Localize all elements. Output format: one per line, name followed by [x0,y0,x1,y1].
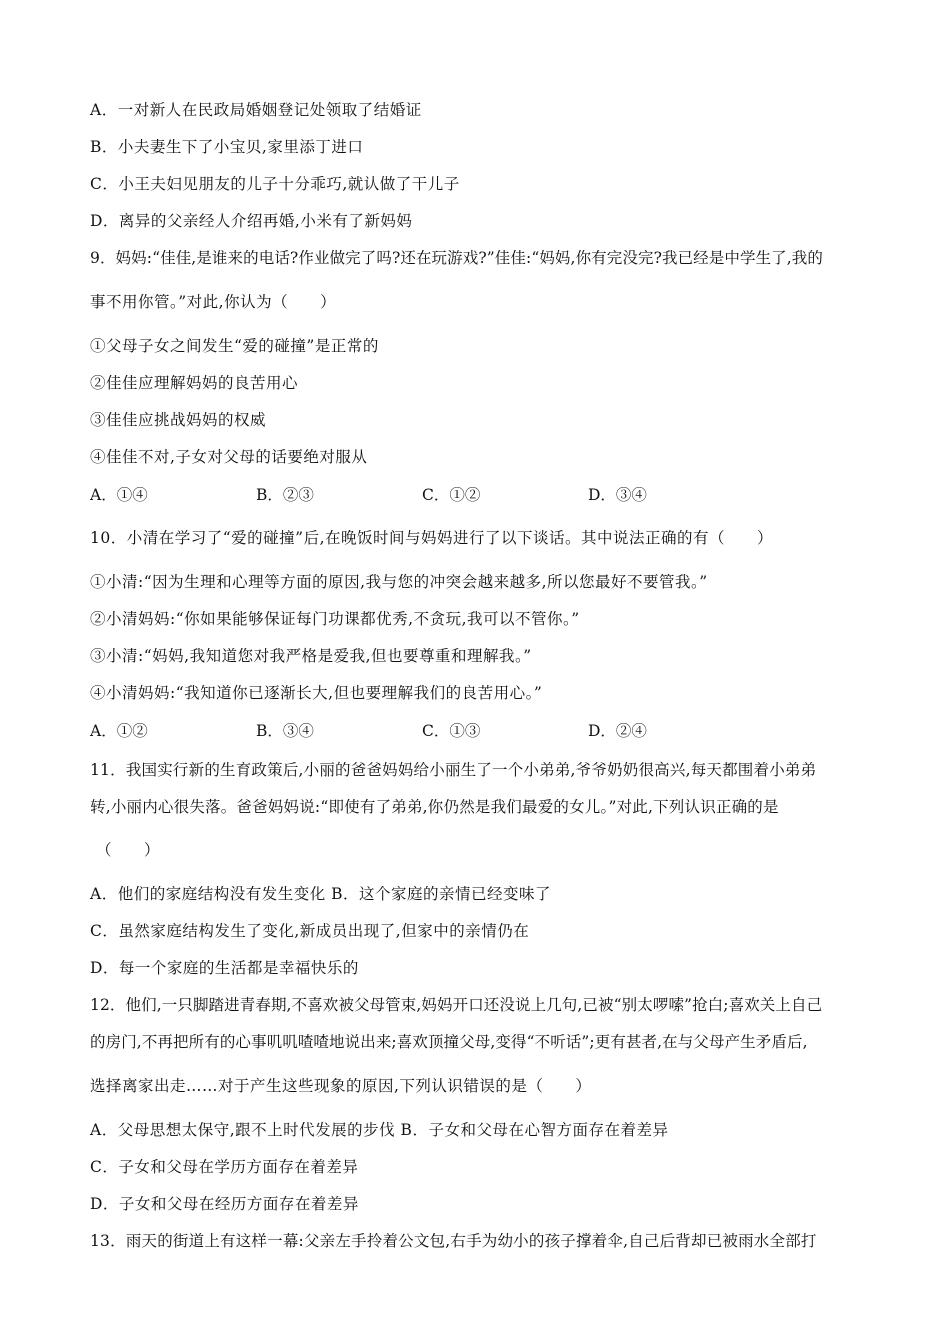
q8-option-c: C．小王夫妇见朋友的儿子十分乖巧,就认做了干儿子 [90,175,460,193]
q12-stem-line3: 选择离家出走……对于产生这些现象的原因,下列认识错误的是（ ） [90,1077,592,1095]
q9-item-1: ①父母子女之间发生“爱的碰撞”是正常的 [90,337,379,355]
q9-item-2: ②佳佳应理解妈妈的良苦用心 [90,374,299,392]
q9-item-4: ④佳佳不对,子女对父母的话要绝对服从 [90,448,368,466]
q12-option-c: C．子女和父母在学历方面存在着差异 [90,1158,359,1176]
q9-choice-d: D．③④ [588,486,647,504]
q10-item-2: ②小清妈妈:“你如果能够保证每门功课都优秀,不贪玩,我可以不管你。” [90,610,580,628]
q9-stem-line2: 事不用你管。”对此,你认为（ ） [90,293,337,311]
q12-stem-line1: 12．他们,一只脚踏进青春期,不喜欢被父母管束,妈妈开口还没说上几句,已被“别太啰嗦”抢白;喜欢关上自己 [90,996,823,1014]
q10-stem: 10．小清在学习了“爱的碰撞”后,在晚饭时间与妈妈进行了以下谈话。其中说法正确的有（ ） [90,529,774,547]
q9-choice-a: A．①④ [90,486,148,504]
q12-option-ab: A．父母思想太保守,跟不上时代发展的步伐 B．子女和父母在心智方面存在着差异 [90,1121,669,1139]
q10-choice-a: A．①② [90,722,148,740]
q10-choice-b: B．③④ [256,722,314,740]
q10-choice-d: D．②④ [588,722,647,740]
q8-option-b: B．小夫妻生下了小宝贝,家里添丁进口 [90,138,364,156]
q10-item-3: ③小清:“妈妈,我知道您对我严格是爱我,但也要尊重和理解我。” [90,647,532,665]
q9-stem-line1: 9．妈妈:“佳佳,是谁来的电话?作业做完了吗?还在玩游戏?”佳佳:“妈妈,你有完没完?我已经是中学生了,我的 [90,249,824,267]
q11-stem-line1: 11．我国实行新的生育政策后,小丽的爸爸妈妈给小丽生了一个小弟弟,爷爷奶奶很高兴,每天都围着小弟弟 [90,761,817,779]
q8-option-d: D．离异的父亲经人介绍再婚,小米有了新妈妈 [90,212,413,230]
q8-option-a: A．一对新人在民政局婚姻登记处领取了结婚证 [90,101,422,119]
q10-item-1: ①小清:“因为生理和心理等方面的原因,我与您的冲突会越来越多,所以您最好不要管我。” [90,573,708,591]
q13-stem-line1: 13．雨天的街道上有这样一幕:父亲左手拎着公文包,右手为幼小的孩子撑着伞,自己后背却已被雨水全部打 [90,1232,817,1250]
q9-choice-c: C．①② [422,486,481,504]
q11-stem-line3: （ ） [96,841,161,859]
q12-stem-line2: 的房门,不再把所有的心事叽叽喳喳地说出来;喜欢顶撞父母,变得“不听话”;更有甚者,在与父母产生矛盾后, [90,1033,808,1051]
q11-option-ab: A．他们的家庭结构没有发生变化 B．这个家庭的亲情已经变味了 [90,885,552,903]
q10-item-4: ④小清妈妈:“我知道你已逐渐长大,但也要理解我们的良苦用心。” [90,684,543,702]
q12-option-d: D．子女和父母在经历方面存在着差异 [90,1195,359,1213]
q11-option-d: D．每一个家庭的生活都是幸福快乐的 [90,959,359,977]
q10-choice-c: C．①③ [422,722,481,740]
q11-option-c: C．虽然家庭结构发生了变化,新成员出现了,但家中的亲情仍在 [90,922,530,940]
q11-stem-line2: 转,小丽内心很失落。爸爸妈妈说:“即使有了弟弟,你仍然是我们最爱的女儿。”对此,下列认识正确的是 [90,798,779,816]
q9-item-3: ③佳佳应挑战妈妈的权威 [90,411,267,429]
q9-choice-b: B．②③ [256,486,314,504]
